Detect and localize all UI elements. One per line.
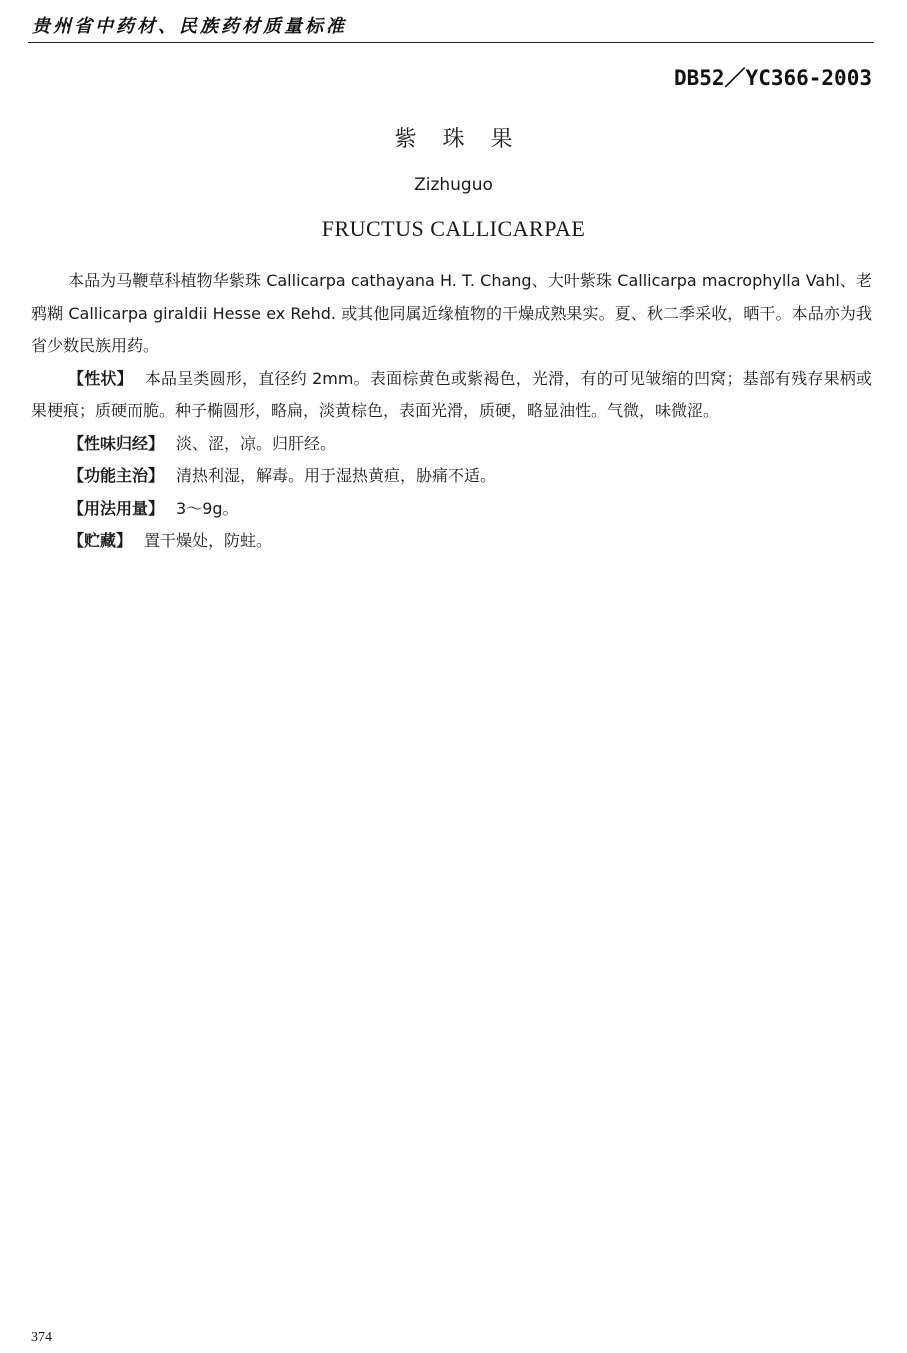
monograph-body (31, 265, 872, 558)
title-chinese: 紫珠果 (394, 127, 539, 152)
section-properties (31, 428, 872, 461)
section-label: 【性状】 (68, 368, 133, 388)
section-text: 3～9g。 (176, 498, 239, 518)
intro-paragraph: 本品为马鞭草科植物华紫珠 Callicarpa cathayana H. T. Chang、大叶紫珠 Callicarpa macrophylla Vahl、老鸦糊 Callicarpa giraldii Hesse ex Rehd. 或其他同属近缘植物的干燥成熟果实。夏、秋二季采收，晒干。本品亦为我省少数民族用药。 (31, 271, 872, 355)
section-indications (31, 460, 872, 493)
section-label: 【贮藏】 (68, 531, 133, 550)
running-header-title: 贵州省中药材、民族药材质量标准 (32, 16, 347, 37)
section-text: 置干燥处，防蛀。 (144, 531, 273, 550)
section-text: 清热利湿，解毒。用于湿热黄疸，胁痛不适。 (176, 466, 497, 485)
section-storage (31, 525, 872, 558)
section-text: 本品呈类圆形，直径约 2mm。表面棕黄色或紫褐色，光滑，有的可见皱缩的凹窝；基部有残存果柄或果梗痕；质硬而脆。种子椭圆形，略扁，淡黄棕色，表面光滑，质硬，略显油性。气微，味微涩。 (31, 368, 872, 420)
header-rule (28, 42, 874, 43)
section-text: 淡、涩，凉。归肝经。 (176, 433, 337, 453)
standard-number: DB52／YC366-2003 (673, 66, 872, 90)
title-latin: FRUCTUS CALLICARPAE (321, 216, 586, 241)
section-label: 【用法用量】 (68, 498, 165, 518)
section-label: 【功能主治】 (68, 466, 165, 485)
section-description (31, 363, 872, 428)
title-pinyin: Zizhuguo (414, 175, 493, 195)
page-number: 374 (31, 1330, 52, 1345)
section-dosage (31, 493, 872, 526)
section-label: 【性味归经】 (68, 433, 165, 453)
